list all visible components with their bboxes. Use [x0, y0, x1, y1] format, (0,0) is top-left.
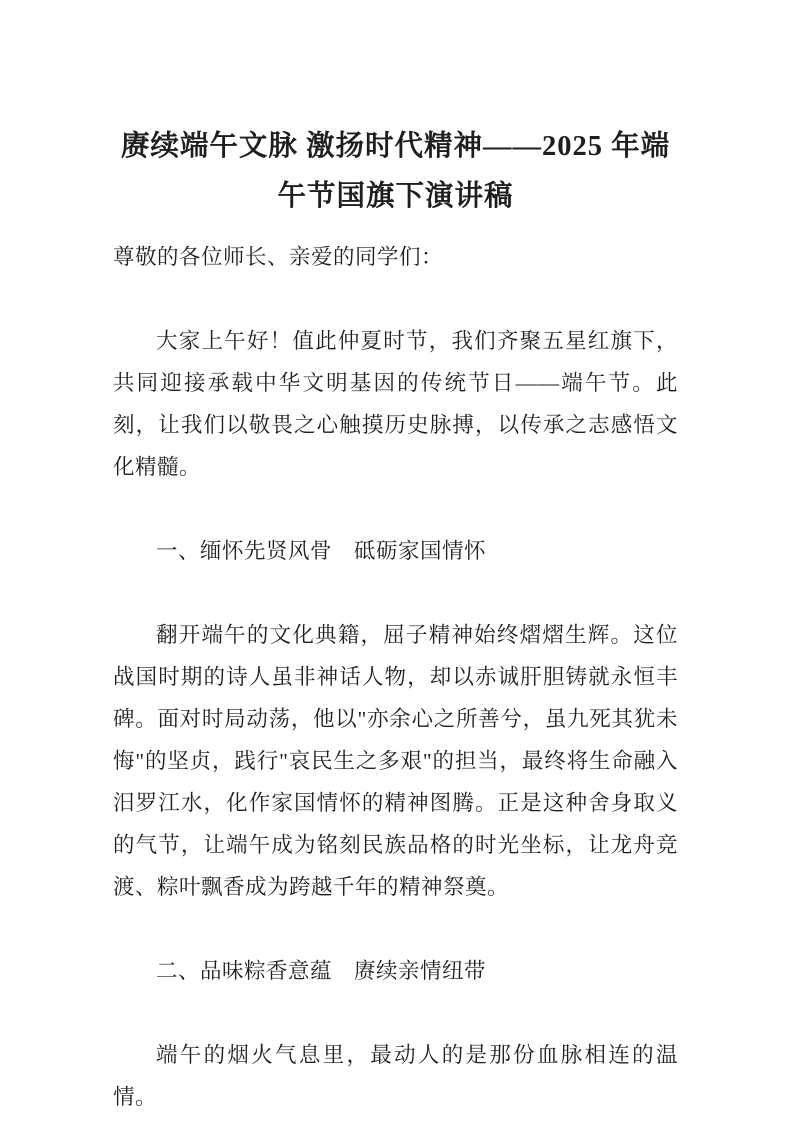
section-heading-2: 二、品味粽香意蕴 赓续亲情纽带: [156, 959, 487, 983]
document-title: 赓续端午文脉 激扬时代精神——2025 年端午节国旗下演讲稿: [120, 131, 671, 212]
paragraph-section-1: 翻开端午的文化典籍，屈子精神始终熠熠生辉。这位战国时期的诗人虽非神话人物，却以赤诚肝胆铸就永恒丰碑。面对时局动荡，他以"亦余心之所善兮，虽九死其犹未悔"的坚贞，践行"哀民生之多艰"的担当，最终将生命融入汨罗江水，化作家国情怀的精神图腾。正是这种舍身取义的气节，让端午成为铭刻民族品格的时光坐标，让龙舟竞渡、粽叶飘香成为跨越千年的精神祭奠。: [113, 623, 678, 899]
paragraph-opening: 大家上午好！值此仲夏时节，我们齐聚五星红旗下，共同迎接承载中华文明基因的传统节日——端午节。此刻，让我们以敬畏之心触摸历史脉搏，以传承之志感悟文化精髓。: [113, 329, 678, 479]
paragraph-section-2: 端午的烟火气息里，最动人的是那份血脉相连的温情。: [113, 1043, 678, 1109]
section-heading-1: 一、缅怀先贤风骨 砥砺家国情怀: [156, 539, 487, 563]
salutation-line: 尊敬的各位师长、亲爱的同学们：: [113, 245, 444, 269]
